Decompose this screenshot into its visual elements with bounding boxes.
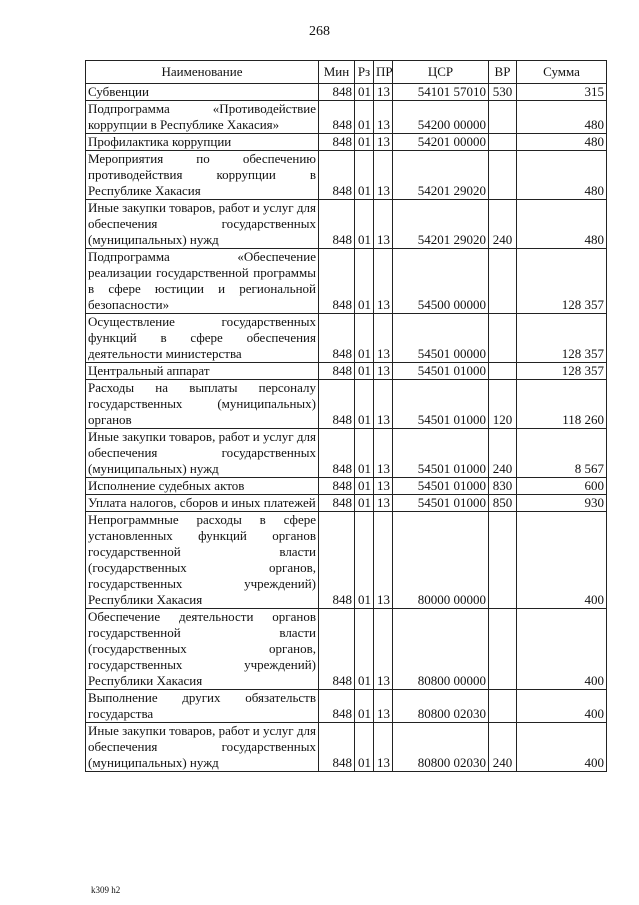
cell-vr	[489, 690, 517, 723]
table-row	[86, 478, 607, 495]
cell-min: 848	[319, 134, 355, 151]
col-header-pr: ПР	[374, 61, 393, 84]
cell-csr: 80800 02030	[393, 723, 489, 772]
cell-rz: 01	[355, 200, 374, 249]
table-row	[86, 363, 607, 380]
cell-min: 848	[319, 478, 355, 495]
cell-csr: 54501 01000	[393, 495, 489, 512]
cell-vr	[489, 512, 517, 609]
table-row	[86, 84, 607, 101]
table-row	[86, 723, 607, 772]
cell-sum: 400	[517, 690, 607, 723]
cell-name: Иные закупки товаров, работ и услуг для обеспечения государственных (муниципальных) нужд	[86, 723, 319, 772]
cell-pr: 13	[374, 249, 393, 314]
table-row	[86, 495, 607, 512]
table-row	[86, 314, 607, 363]
cell-vr: 530	[489, 84, 517, 101]
col-header-vr: ВР	[489, 61, 517, 84]
cell-name: Уплата налогов, сборов и иных платежей	[86, 495, 319, 512]
cell-pr: 13	[374, 478, 393, 495]
cell-min: 848	[319, 495, 355, 512]
cell-min: 848	[319, 512, 355, 609]
cell-name: Осуществление государственных функций в сфере обеспечения деятельности министерства	[86, 314, 319, 363]
cell-pr: 13	[374, 723, 393, 772]
budget-table	[85, 60, 607, 772]
cell-sum: 8 567	[517, 429, 607, 478]
col-header-sum: Сумма	[517, 61, 607, 84]
cell-sum: 930	[517, 495, 607, 512]
cell-min: 848	[319, 690, 355, 723]
cell-csr: 54501 01000	[393, 429, 489, 478]
table-row	[86, 200, 607, 249]
table-row	[86, 609, 607, 690]
cell-min: 848	[319, 363, 355, 380]
cell-vr	[489, 609, 517, 690]
cell-rz: 01	[355, 512, 374, 609]
cell-csr: 54201 29020	[393, 200, 489, 249]
cell-pr: 13	[374, 134, 393, 151]
cell-csr: 54201 00000	[393, 134, 489, 151]
cell-csr: 54501 01000	[393, 363, 489, 380]
cell-name: Иные закупки товаров, работ и услуг для обеспечения государственных (муниципальных) нужд	[86, 429, 319, 478]
cell-csr: 80800 02030	[393, 690, 489, 723]
cell-vr	[489, 363, 517, 380]
cell-csr: 54501 01000	[393, 380, 489, 429]
table-row	[86, 151, 607, 200]
table-row	[86, 380, 607, 429]
table-row	[86, 429, 607, 478]
cell-pr: 13	[374, 363, 393, 380]
cell-pr: 13	[374, 200, 393, 249]
cell-pr: 13	[374, 512, 393, 609]
cell-rz: 01	[355, 609, 374, 690]
cell-vr	[489, 101, 517, 134]
cell-min: 848	[319, 151, 355, 200]
cell-min: 848	[319, 380, 355, 429]
cell-csr: 80800 00000	[393, 609, 489, 690]
cell-csr: 80000 00000	[393, 512, 489, 609]
cell-pr: 13	[374, 151, 393, 200]
cell-sum: 480	[517, 200, 607, 249]
col-header-rz: Рз	[355, 61, 374, 84]
cell-min: 848	[319, 609, 355, 690]
cell-min: 848	[319, 200, 355, 249]
cell-rz: 01	[355, 84, 374, 101]
cell-name: Расходы на выплаты персоналу государственных (муниципальных) органов	[86, 380, 319, 429]
cell-min: 848	[319, 314, 355, 363]
cell-vr: 850	[489, 495, 517, 512]
cell-vr: 240	[489, 723, 517, 772]
cell-csr: 54500 00000	[393, 249, 489, 314]
cell-pr: 13	[374, 84, 393, 101]
cell-csr: 54101 57010	[393, 84, 489, 101]
cell-rz: 01	[355, 478, 374, 495]
table-row	[86, 690, 607, 723]
cell-sum: 400	[517, 512, 607, 609]
cell-name: Подпрограмма «Обеспечение реализации государственной программы в сфере юстиции и региональной безопасности»	[86, 249, 319, 314]
cell-name: Субвенции	[86, 84, 319, 101]
cell-vr	[489, 134, 517, 151]
cell-sum: 128 357	[517, 249, 607, 314]
cell-min: 848	[319, 429, 355, 478]
cell-sum: 400	[517, 609, 607, 690]
cell-sum: 128 357	[517, 363, 607, 380]
cell-vr	[489, 151, 517, 200]
page-number: 268	[309, 24, 330, 39]
col-header-csr: ЦСР	[393, 61, 489, 84]
cell-pr: 13	[374, 429, 393, 478]
table-body	[86, 84, 607, 772]
cell-name: Исполнение судебных актов	[86, 478, 319, 495]
cell-csr: 54501 00000	[393, 314, 489, 363]
cell-min: 848	[319, 723, 355, 772]
cell-sum: 128 357	[517, 314, 607, 363]
cell-sum: 480	[517, 134, 607, 151]
cell-rz: 01	[355, 249, 374, 314]
cell-rz: 01	[355, 429, 374, 478]
cell-rz: 01	[355, 314, 374, 363]
cell-csr: 54501 01000	[393, 478, 489, 495]
cell-name: Выполнение других обязательств государства	[86, 690, 319, 723]
cell-sum: 600	[517, 478, 607, 495]
cell-vr: 830	[489, 478, 517, 495]
cell-rz: 01	[355, 134, 374, 151]
cell-vr: 240	[489, 429, 517, 478]
table-row	[86, 134, 607, 151]
cell-sum: 480	[517, 101, 607, 134]
table-row	[86, 101, 607, 134]
col-header-min: Мин	[319, 61, 355, 84]
cell-vr: 120	[489, 380, 517, 429]
cell-sum: 480	[517, 151, 607, 200]
cell-name: Центральный аппарат	[86, 363, 319, 380]
cell-name: Обеспечение деятельности органов государственной власти (государственных органов, государственных учреждений) Республики Хакасия	[86, 609, 319, 690]
cell-name: Профилактика коррупции	[86, 134, 319, 151]
cell-rz: 01	[355, 690, 374, 723]
cell-rz: 01	[355, 151, 374, 200]
cell-pr: 13	[374, 690, 393, 723]
cell-pr: 13	[374, 101, 393, 134]
cell-csr: 54200 00000	[393, 101, 489, 134]
cell-pr: 13	[374, 609, 393, 690]
cell-vr	[489, 249, 517, 314]
cell-name: Подпрограмма «Противодействие коррупции в Республике Хакасия»	[86, 101, 319, 134]
cell-name: Иные закупки товаров, работ и услуг для обеспечения государственных (муниципальных) нужд	[86, 200, 319, 249]
cell-vr: 240	[489, 200, 517, 249]
cell-sum: 315	[517, 84, 607, 101]
footer-code: k309 h2	[91, 885, 121, 895]
cell-min: 848	[319, 84, 355, 101]
col-header-name: Наименование	[86, 61, 319, 84]
table-row	[86, 249, 607, 314]
cell-name: Непрограммные расходы в сфере установленных функций органов государственной власти (государственных органов, государственных учреждений) Республики Хакасия	[86, 512, 319, 609]
table-row	[86, 512, 607, 609]
cell-rz: 01	[355, 495, 374, 512]
cell-min: 848	[319, 249, 355, 314]
cell-vr	[489, 314, 517, 363]
cell-name: Мероприятия по обеспечению противодействия коррупции в Республике Хакасия	[86, 151, 319, 200]
cell-pr: 13	[374, 380, 393, 429]
cell-min: 848	[319, 101, 355, 134]
cell-sum: 118 260	[517, 380, 607, 429]
cell-pr: 13	[374, 495, 393, 512]
cell-rz: 01	[355, 380, 374, 429]
table-header-row	[86, 61, 607, 84]
cell-pr: 13	[374, 314, 393, 363]
cell-csr: 54201 29020	[393, 151, 489, 200]
cell-sum: 400	[517, 723, 607, 772]
cell-rz: 01	[355, 363, 374, 380]
cell-rz: 01	[355, 723, 374, 772]
cell-rz: 01	[355, 101, 374, 134]
